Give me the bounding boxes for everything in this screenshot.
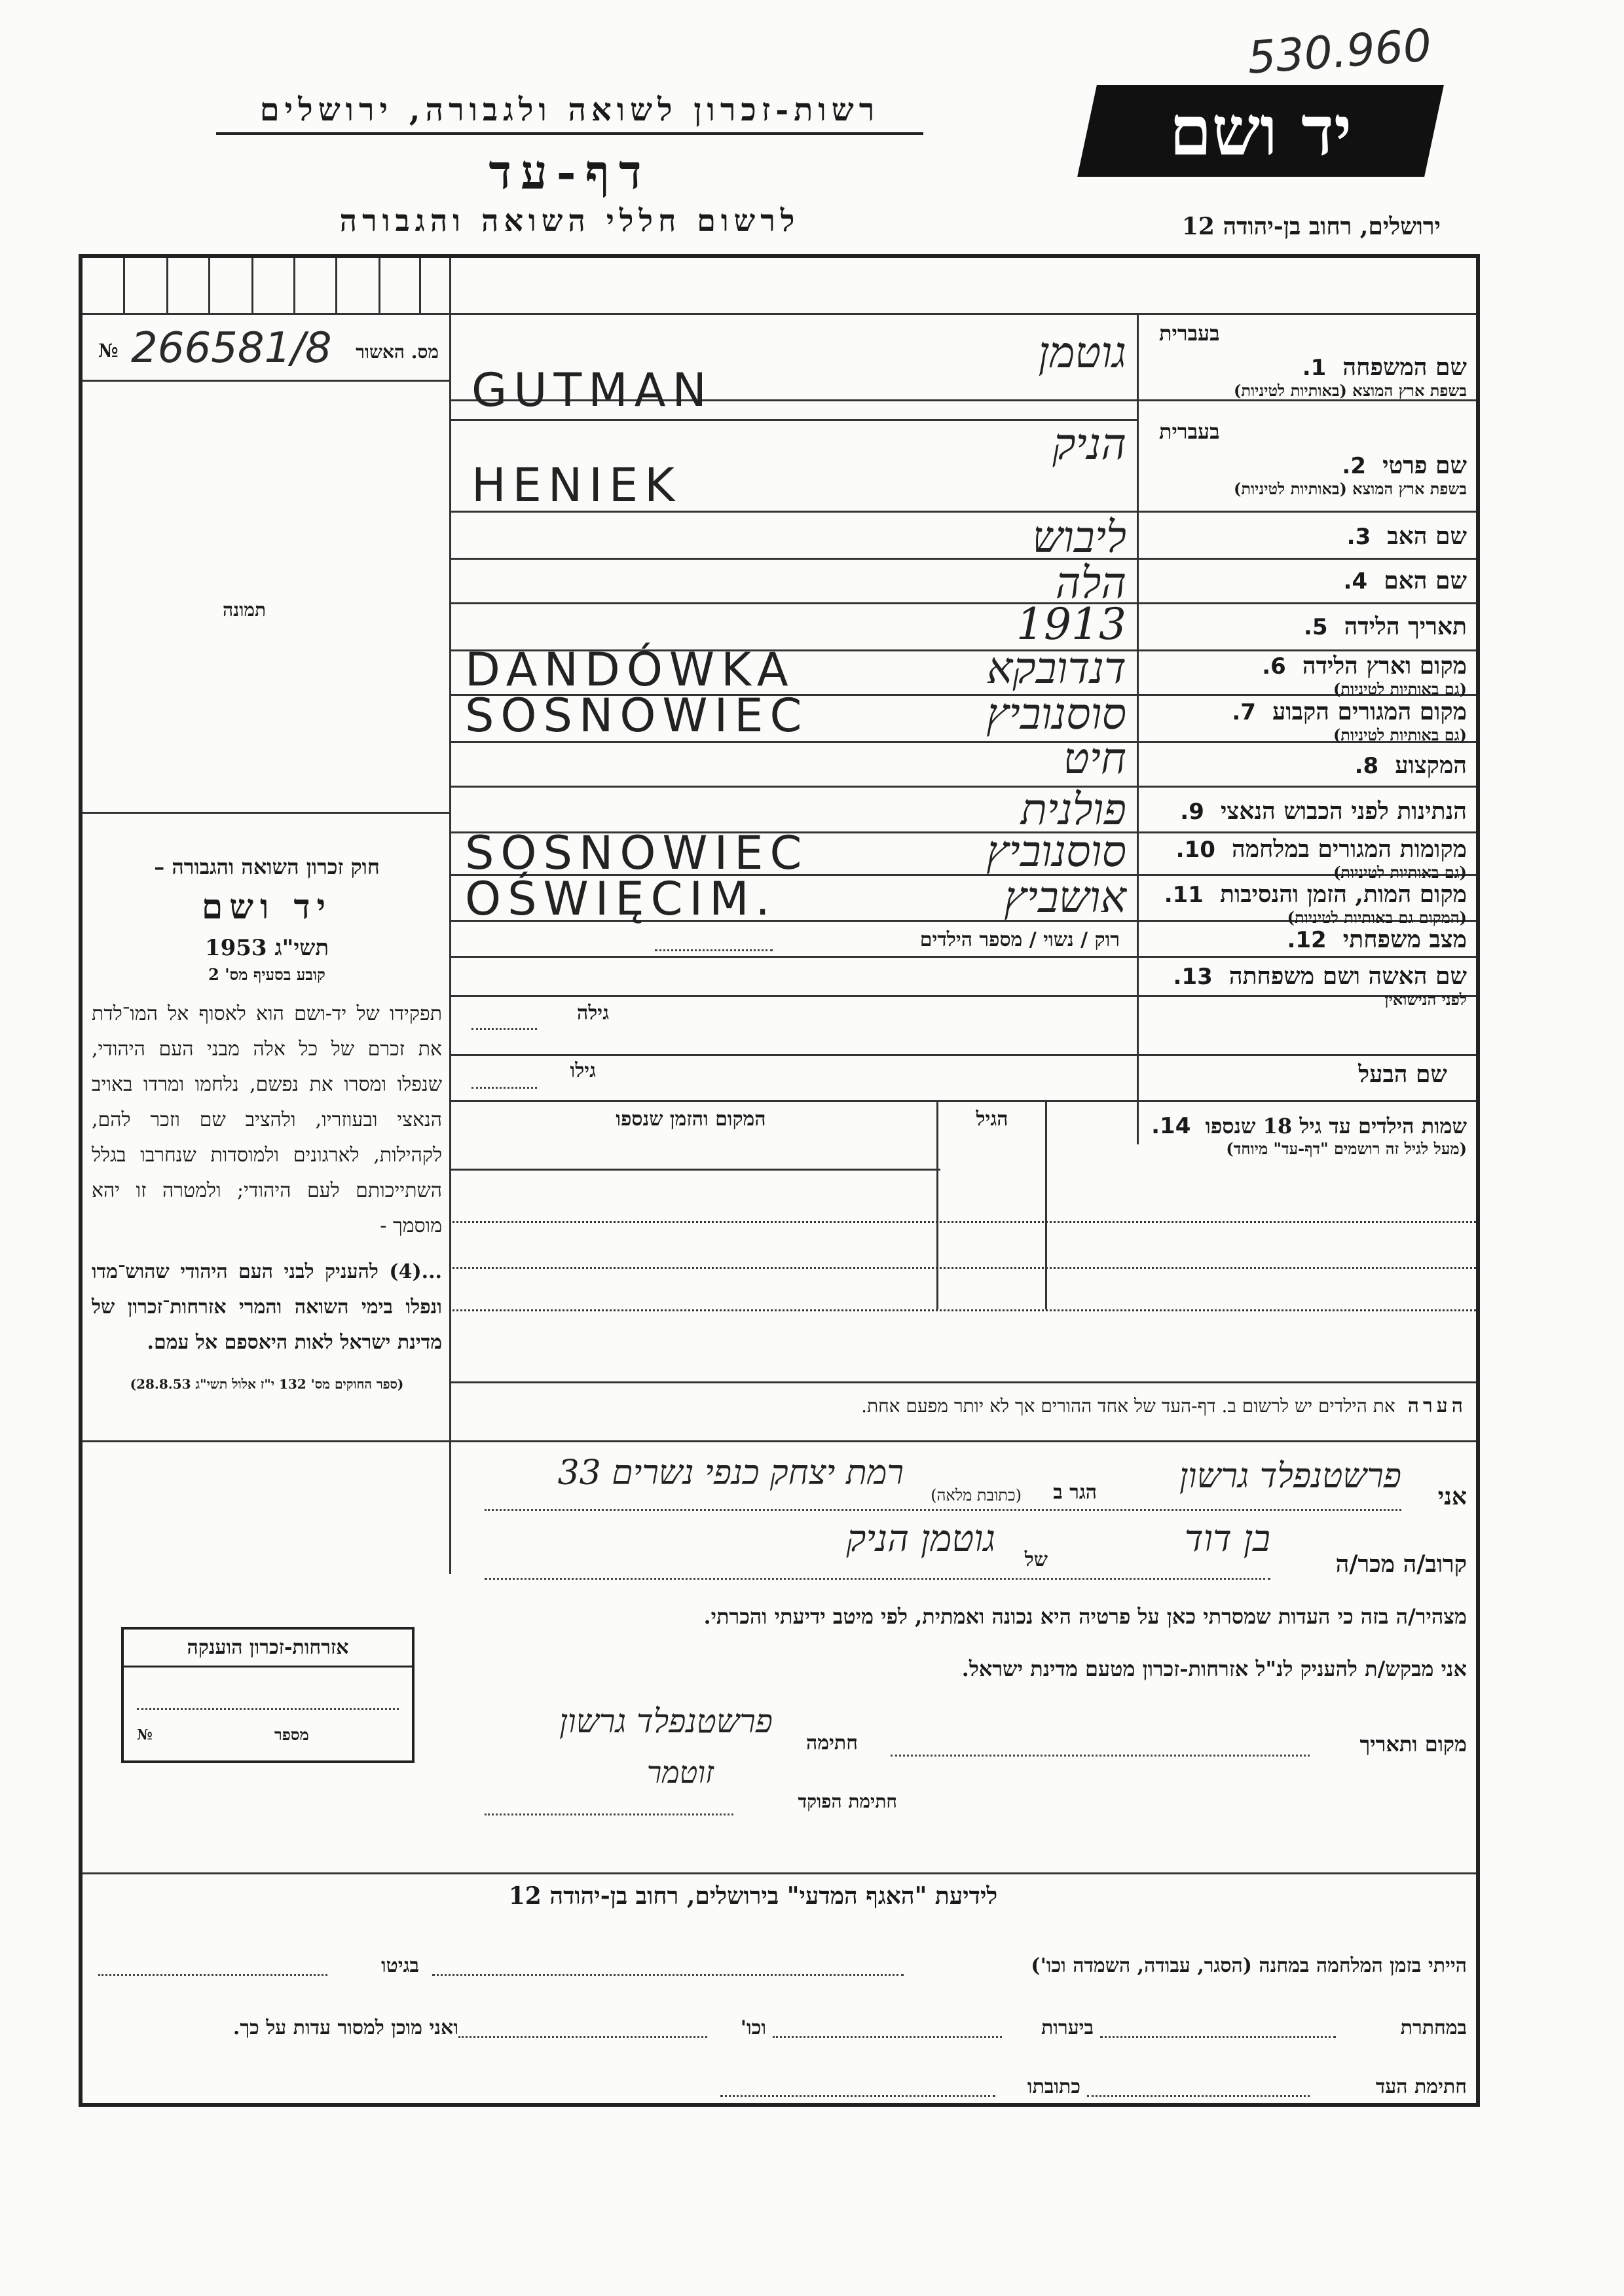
note-line-bottom bbox=[83, 1440, 1476, 1442]
forests-line bbox=[773, 2036, 1002, 2038]
law-source: (ספר החוקים מס' 132 י"ז אלול תשי"ג 28.8.53) bbox=[130, 1376, 404, 1392]
authority-line: רשות-זכרון לשואה ולגבורה, ירושלים bbox=[259, 92, 880, 128]
yad-vashem-logo bbox=[1077, 85, 1444, 177]
death-place-latin: OŚWIĘCIM. bbox=[465, 872, 777, 926]
first-name-latin: HENIEK bbox=[471, 458, 682, 512]
death-place-hebrew: אושביץ bbox=[1004, 872, 1126, 922]
declarant-address: רמת יצחק כנפי נשרים 33 bbox=[557, 1453, 904, 1493]
field-permanent-residence bbox=[1139, 698, 1467, 745]
approval-number bbox=[92, 324, 445, 376]
mother-name-value: הלה bbox=[1055, 558, 1126, 608]
address-line bbox=[485, 1509, 1401, 1511]
citizenship-no: № bbox=[137, 1726, 153, 1743]
children-divider bbox=[1045, 1100, 1047, 1309]
label-divider bbox=[1137, 313, 1139, 1144]
first-name-hebrew: הניק bbox=[1052, 419, 1126, 469]
relation-value: בן דוד bbox=[1184, 1518, 1270, 1560]
field-father-name: שם האב 3. bbox=[1346, 522, 1467, 550]
field-sublabel: לפני הנישואין bbox=[1384, 990, 1467, 1009]
law-clause: קובע בסעיף מס' 2 bbox=[208, 965, 325, 984]
law-box bbox=[92, 854, 442, 1393]
request-text: אני מבקש/ת להעניק לנ"ל אזרחות-זכרון מטעם מדינת ישראל. bbox=[961, 1656, 1467, 1681]
approval-value: 266581/8 bbox=[131, 324, 332, 373]
field-label: שם האשה ושם משפחתה 13. bbox=[1173, 962, 1467, 990]
address: ירושלים, רחוב בן-יהודה 12 bbox=[1181, 213, 1441, 240]
field-sublabel: (גם באותיות לטיניות) bbox=[1333, 863, 1467, 882]
wife-age-line bbox=[471, 1028, 537, 1030]
field-sublabel: בשפת ארץ המוצא (באותיות לטיניות) bbox=[1234, 479, 1467, 498]
strip-cell bbox=[335, 258, 337, 313]
of-label: של bbox=[1024, 1548, 1048, 1571]
field-mother-name: שם האם 4. bbox=[1343, 567, 1467, 594]
field-sublabel: (גם באותיות לטיניות) bbox=[1333, 680, 1467, 699]
residence-hebrew: סוסנוביץ bbox=[986, 689, 1126, 739]
children-row-line bbox=[449, 1309, 1476, 1311]
strip-cell bbox=[166, 258, 168, 313]
strip-cell bbox=[251, 258, 253, 313]
relation-line bbox=[485, 1578, 1270, 1580]
bottom-underground-label: במחתרת bbox=[1400, 2016, 1467, 2039]
header-underline bbox=[216, 132, 923, 135]
bottom-ghetto-label: בגיטו bbox=[380, 1954, 419, 1977]
row-line bbox=[449, 1100, 1476, 1102]
husband-age-line bbox=[471, 1087, 537, 1089]
signature-label: חתימה bbox=[806, 1732, 858, 1755]
field-sublabel: בשפת ארץ המוצא (באותיות לטיניות) bbox=[1234, 381, 1467, 400]
logo-text: יד ושם bbox=[1169, 90, 1352, 171]
photo-area-line bbox=[83, 812, 449, 814]
bottom-title: לידיעת "האגף המדעי" בירושלים, רחוב בן-יהודה 12 bbox=[508, 1882, 998, 1910]
field-first-name bbox=[1139, 419, 1467, 499]
full-address-label: (כתובת מלאה) bbox=[931, 1486, 1022, 1504]
row-line bbox=[449, 956, 1476, 958]
bottom-camp-label: הייתי בזמן המלחמה במחנה (הסגר, עבודה, השמדה וכו') bbox=[1031, 1954, 1467, 1977]
clerk-label: חתימת הפוקד bbox=[798, 1791, 897, 1812]
children-col-age: הגיל bbox=[976, 1108, 1008, 1131]
field-war-residence bbox=[1139, 835, 1467, 883]
field-label: מקום וארץ הלידה 6. bbox=[1262, 652, 1467, 680]
citizenship-title: אזרחות-זכרון הוענקה bbox=[124, 1630, 412, 1667]
witness-address-label: כתובתו bbox=[1027, 2075, 1080, 2098]
field-birth-date: תאריך הלידה 5. bbox=[1303, 613, 1467, 640]
field-birth-place bbox=[1139, 652, 1467, 699]
witness-address-line bbox=[720, 2095, 995, 2097]
place-date-line bbox=[891, 1755, 1310, 1757]
birth-date-value: 1913 bbox=[1016, 599, 1126, 649]
declarant-signature: פרשטנפלד גרשון bbox=[559, 1702, 773, 1740]
profession-value: חיט bbox=[1063, 733, 1126, 784]
field-family-name bbox=[1139, 321, 1467, 401]
wife-age-label: גילה bbox=[576, 1002, 609, 1025]
father-name-value: ליבוש bbox=[1032, 512, 1126, 562]
camp-line bbox=[432, 1974, 904, 1976]
note-text: את הילדים יש לרשום ב. דף-העד של אחד ההורים אך לא יותר מפעם אחת. bbox=[861, 1395, 1395, 1417]
citizenship-box bbox=[121, 1627, 415, 1763]
citizenship-line bbox=[137, 1708, 399, 1710]
bottom-forests-label: ביערות bbox=[1041, 2016, 1094, 2039]
approval-no-sign: № bbox=[98, 340, 119, 361]
underground-line bbox=[1100, 2036, 1336, 2038]
law-name: יד ושם bbox=[201, 887, 333, 927]
ghetto-line bbox=[98, 1974, 327, 1976]
field-husband-name: שם הבעל bbox=[1358, 1061, 1447, 1088]
marital-line bbox=[655, 949, 773, 951]
citizenship-num-label: מספר bbox=[274, 1725, 309, 1744]
family-name-latin: GUTMAN bbox=[471, 363, 713, 417]
column-divider bbox=[449, 258, 451, 1574]
place-date-label: מקום ותאריך bbox=[1359, 1732, 1467, 1757]
strip-cell bbox=[293, 258, 295, 313]
bottom-etc-label: וכו' bbox=[740, 2016, 766, 2039]
nationality-value: פולנית bbox=[1020, 784, 1126, 835]
field-wife-name bbox=[1139, 962, 1467, 1010]
law-text-2: ...(4) להעניק לבני העם היהודי שהוש־מדו ונפלו בימי השואה והמרי אזרחות־זכרון של מדינת ישראל לאות היאספם אל עמם. bbox=[92, 1260, 442, 1354]
strip-cell bbox=[378, 258, 380, 313]
children-head-line bbox=[449, 1169, 940, 1171]
law-title: חוק זכרון השואה והגבורה – bbox=[154, 854, 380, 879]
law-text-1: תפקידו של יד-ושם הוא לאסוף אל המו־לדת את זכרם של כל אלה מבני העם היהודי, שנפלו ומסרו את נפשם, נלחמו ומרדו באויב הנאצי ובעוזריו, ולהציב שם וזכר להם, לקהילות, לארגונים ולמוסדות שנחרבו בגלל השתייכותם לעם היהודי; ולמטרה זו יהא מוסמך - bbox=[92, 1002, 442, 1237]
birth-place-hebrew: דנדובקא bbox=[986, 643, 1126, 693]
field-label: שם פרטי 2. bbox=[1342, 452, 1467, 479]
husband-age-label: גילו bbox=[570, 1059, 596, 1082]
war-residence-latin: SOSNOWIEC bbox=[465, 826, 809, 880]
declarant-name: פרשטנפלד גרשון bbox=[1179, 1457, 1401, 1496]
children-row-line bbox=[449, 1267, 1476, 1269]
of-name: גוטמן הניק bbox=[846, 1518, 995, 1560]
clerk-signature: זוטמר bbox=[646, 1755, 714, 1790]
declarant-i-label: אני bbox=[1437, 1483, 1467, 1510]
row-line bbox=[449, 1054, 1476, 1056]
clerk-line bbox=[485, 1813, 733, 1815]
approval-label: מס. האשור bbox=[356, 341, 439, 363]
war-residence-hebrew: סוסנוביץ bbox=[986, 826, 1126, 877]
field-sublabel: (מעל לגיל זה רושמים "דף-עד" מיוחד) bbox=[1226, 1139, 1467, 1158]
marital-options: רוק / נשוי / מספר הילדים bbox=[919, 928, 1120, 951]
field-profession: המקצוע 8. bbox=[1354, 752, 1467, 779]
witness-signature-line bbox=[1087, 2095, 1310, 2097]
field-label: מקום המגורים הקבוע 7. bbox=[1232, 698, 1467, 725]
field-label: מקומות המגורים במלחמה 10. bbox=[1175, 835, 1467, 863]
law-year: תשי"ג 1953 bbox=[204, 935, 329, 961]
field-label: שם המשפחה 1. bbox=[1302, 354, 1467, 381]
witness-signature-label: חתימת העד bbox=[1375, 2075, 1467, 2098]
field-sublabel: (המקום גם באותיות לטיניות) bbox=[1287, 908, 1467, 927]
field-marital-status: מצב משפחתי 12. bbox=[1287, 926, 1467, 953]
birth-place-latin: DANDÓWKA bbox=[465, 643, 795, 697]
note bbox=[458, 1394, 1467, 1417]
field-label: מקום המות, הזמן והנסיבות 11. bbox=[1164, 881, 1467, 908]
children-divider bbox=[936, 1100, 938, 1309]
strip-cell bbox=[123, 258, 125, 313]
field-death-place bbox=[1139, 881, 1467, 928]
approval-line bbox=[83, 380, 449, 382]
top-strip-line bbox=[83, 313, 1476, 315]
field-lang-label: בעברית bbox=[1159, 419, 1220, 444]
form-title: דף-עד bbox=[489, 144, 651, 200]
field-label: שמות הילדים עד גיל 18 שנספו 14. bbox=[1151, 1113, 1467, 1139]
field-sublabel: (גם באותיות לטיניות) bbox=[1333, 725, 1467, 744]
field-nationality: הנתינות לפני הכבוש הנאצי 9. bbox=[1180, 797, 1467, 825]
family-name-hebrew: גוטמן bbox=[1038, 327, 1126, 378]
etc-line bbox=[458, 2036, 707, 2038]
bottom-testify-label: ואני מוכן למסור עדות על כך. bbox=[232, 2016, 458, 2039]
children-row-line bbox=[449, 1221, 1476, 1223]
declaration-text: מצהיר/ה בזה כי העדות שמסרתי כאן על פרטיה היא נכונה ואמתית, לפי מיטב ידיעתי והכרתי. bbox=[703, 1604, 1467, 1629]
strip-cell bbox=[208, 258, 210, 313]
note-line-top bbox=[449, 1381, 1476, 1383]
bottom-top-line bbox=[83, 1872, 1476, 1874]
strip-cell bbox=[419, 258, 421, 313]
note-label: הערה bbox=[1407, 1394, 1467, 1417]
children-col-place: המקום והזמן שנספו bbox=[616, 1108, 766, 1131]
field-lang-label: בעברית bbox=[1159, 321, 1220, 346]
archive-number: 530.960 bbox=[1246, 20, 1433, 84]
field-children bbox=[1048, 1113, 1467, 1159]
form-subtitle: לרשום חללי השואה והגבורה bbox=[339, 203, 800, 238]
relation-label: קרוב/ה מכר/ה bbox=[1335, 1550, 1467, 1578]
resident-label: הגר ב bbox=[1053, 1481, 1097, 1504]
residence-latin: SOSNOWIEC bbox=[465, 689, 809, 742]
photo-label: תמונה bbox=[223, 599, 267, 621]
